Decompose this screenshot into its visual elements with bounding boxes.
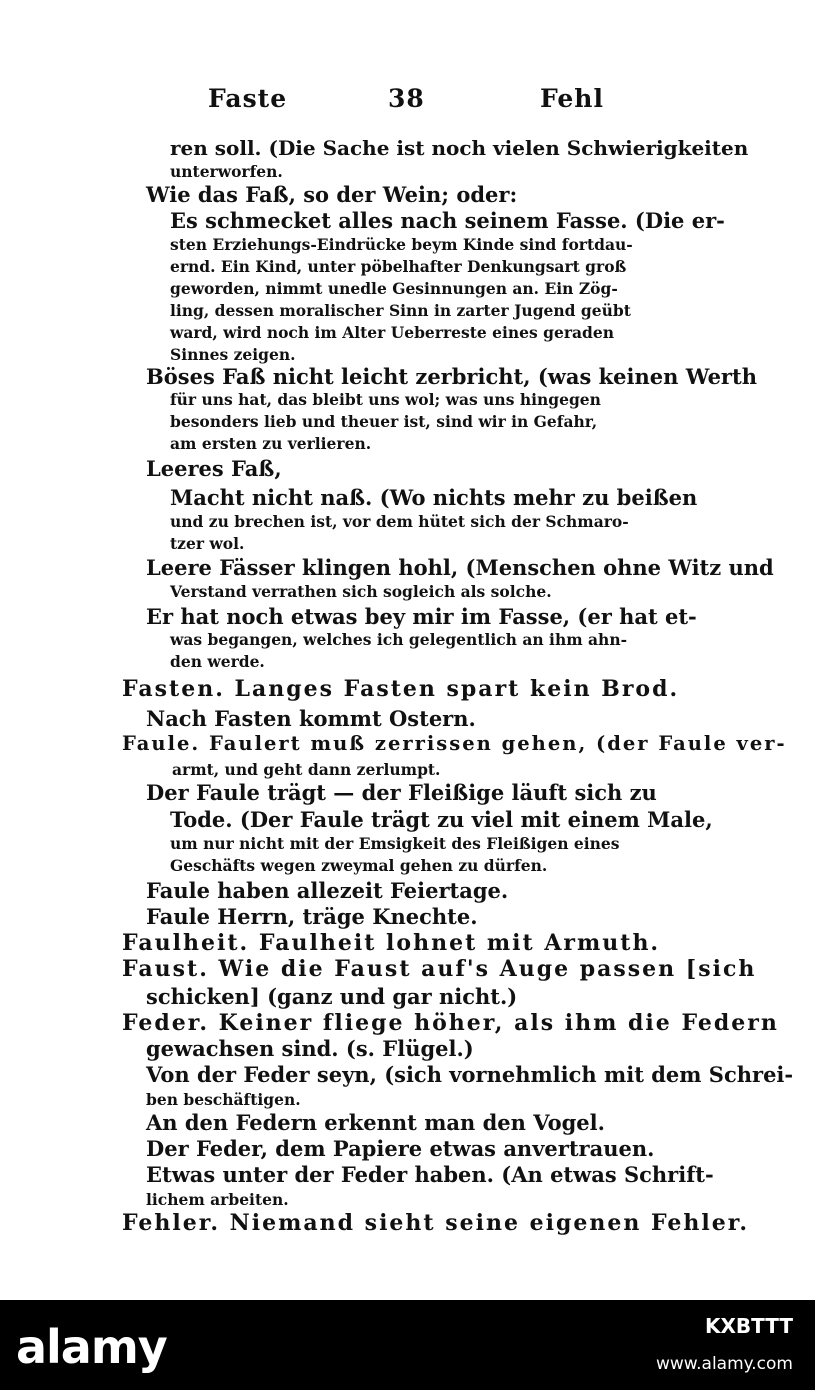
text-line: geworden, nimmt unedle Gesinnungen an. Ein Zög-: [170, 279, 618, 298]
header-left-catchword: Faste: [208, 84, 288, 113]
text-line: Faule haben allezeit Feiertage.: [146, 878, 509, 903]
text-line: am ersten zu verlieren.: [170, 434, 372, 453]
page-header: [0, 84, 815, 124]
text-line: sten Erziehungs-Eindrücke beym Kinde sind fortdau-: [170, 235, 633, 254]
text-line: Faulheit. Faulheit lohnet mit Armuth.: [122, 930, 661, 956]
text-line: Der Faule trägt — der Fleißige läuft sich zu: [146, 780, 657, 805]
site-url: www.alamy.com: [655, 1354, 793, 1374]
text-line: Tode. (Der Faule trägt zu viel mit einem Male,: [170, 807, 713, 832]
text-line: Von der Feder seyn, (sich vornehmlich mit dem Schrei-: [146, 1062, 794, 1087]
text-line: Nach Fasten kommt Ostern.: [146, 706, 476, 731]
text-line: Böses Faß nicht leicht zerbricht, (was keinen Werth: [146, 364, 757, 389]
text-line: tzer wol.: [170, 534, 245, 553]
image-id: KXBTTT: [704, 1314, 793, 1338]
text-line: besonders lieb und theuer ist, sind wir in Gefahr,: [170, 412, 598, 431]
text-line: Macht nicht naß. (Wo nichts mehr zu beißen: [170, 485, 698, 510]
text-line: armt, und geht dann zerlumpt.: [172, 760, 441, 779]
text-line: lichem arbeiten.: [146, 1190, 289, 1209]
text-line: um nur nicht mit der Emsigkeit des Fleißigen eines: [170, 834, 620, 853]
text-line: An den Federn erkennt man den Vogel.: [146, 1110, 605, 1135]
text-line: ward, wird noch im Alter Ueberreste eines geraden: [170, 323, 615, 342]
text-line: Er hat noch etwas bey mir im Fasse, (er hat et-: [146, 604, 697, 629]
text-line: ben beschäftigen.: [146, 1090, 301, 1109]
text-line: Fehler. Niemand sieht seine eigenen Fehler.: [122, 1210, 750, 1236]
text-line: ren soll. (Die Sache ist noch vielen Schwierigkeiten: [170, 136, 749, 160]
text-line: ling, dessen moralischer Sinn in zarter Jugend geübt: [170, 301, 631, 320]
watermark-banner: [0, 1300, 815, 1390]
text-line: Faule Herrn, träge Knechte.: [146, 904, 478, 929]
text-line: unterworfen.: [170, 162, 283, 181]
text-line: was begangen, welches ich gelegentlich an ihm ahn-: [170, 630, 628, 649]
text-line: Etwas unter der Feder haben. (An etwas Schrift-: [146, 1162, 714, 1187]
text-line: Der Feder, dem Papiere etwas anvertrauen.: [146, 1136, 655, 1161]
page-number: 38: [388, 84, 425, 113]
text-line: Faust. Wie die Faust auf's Auge passen [sich: [122, 956, 757, 982]
text-line: Feder. Keiner fliege höher, als ihm die Federn: [122, 1010, 779, 1036]
text-line: Geschäfts wegen zweymal gehen zu dürfen.: [170, 856, 548, 875]
text-line: und zu brechen ist, vor dem hütet sich der Schmaro-: [170, 512, 629, 531]
text-line: für uns hat, das bleibt uns wol; was uns hingegen: [170, 390, 601, 409]
text-line: Verstand verrathen sich sogleich als solche.: [170, 582, 552, 601]
text-line: Faule. Faulert muß zerrissen gehen, (der Faule ver-: [122, 732, 787, 755]
text-line: schicken] (ganz und gar nicht.): [146, 984, 518, 1009]
text-line: Leeres Faß,: [146, 456, 282, 481]
text-line: Fasten. Langes Fasten spart kein Brod.: [122, 676, 680, 702]
header-right-catchword: Fehl: [540, 84, 604, 113]
text-line: Sinnes zeigen.: [170, 345, 296, 364]
text-line: Wie das Faß, so der Wein; oder:: [146, 182, 518, 207]
text-line: Es schmecket alles nach seinem Fasse. (Die er-: [170, 208, 725, 233]
text-line: den werde.: [170, 652, 265, 671]
text-line: gewachsen sind. (s. Flügel.): [146, 1036, 474, 1061]
alamy-logo: alamy: [16, 1320, 167, 1374]
text-line: ernd. Ein Kind, unter pöbelhafter Denkungsart groß: [170, 257, 627, 276]
text-line: Leere Fässer klingen hohl, (Menschen ohne Witz und: [146, 555, 774, 580]
